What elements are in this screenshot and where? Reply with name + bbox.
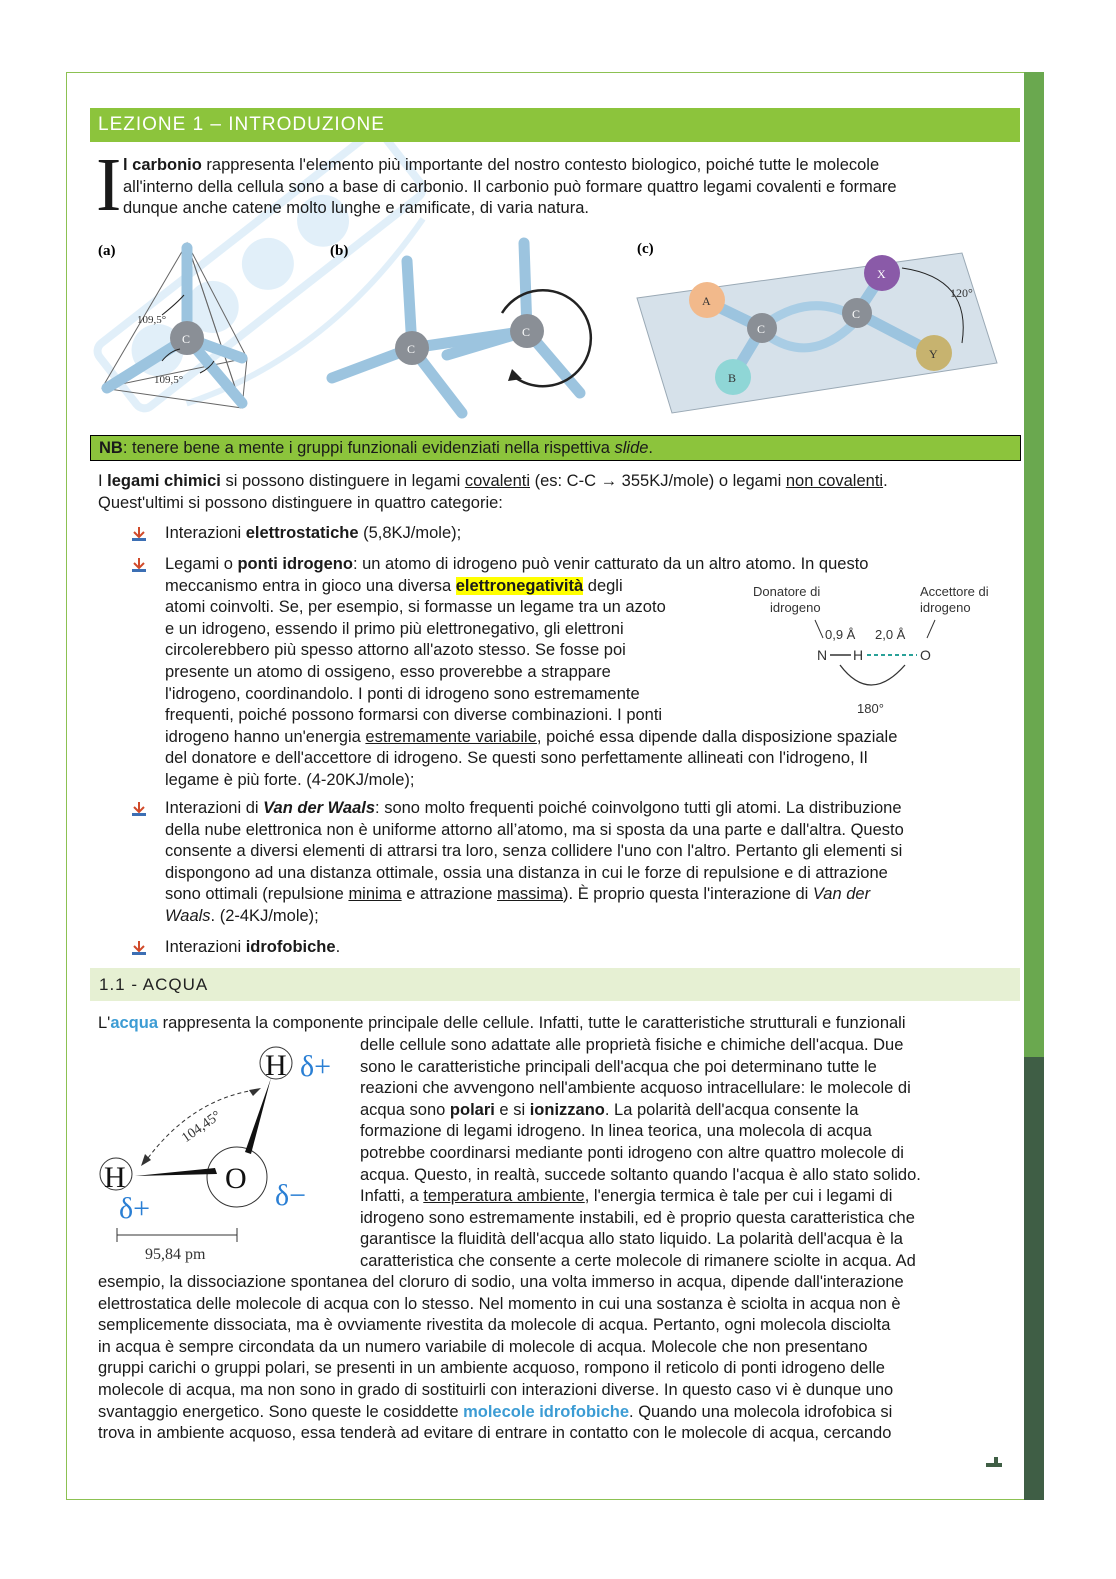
- svg-text:H: H: [265, 1049, 287, 1082]
- bullet-icon: [130, 801, 148, 819]
- bullet-hydrophobic: Interazioni idrofobiche.: [165, 938, 341, 956]
- section-heading: LEZIONE 1 – INTRODUZIONE: [90, 108, 1020, 142]
- svg-text:0,9 Å: 0,9 Å: [825, 627, 856, 642]
- svg-text:δ+: δ+: [300, 1050, 332, 1083]
- svg-text:C: C: [522, 325, 531, 339]
- svg-text:180°: 180°: [857, 701, 884, 716]
- svg-text:H: H: [104, 1161, 126, 1194]
- svg-text:δ+: δ+: [119, 1192, 151, 1225]
- hydrogen-bond-figure: [745, 580, 1015, 720]
- side-accent-bar-dark: [1024, 1057, 1044, 1500]
- svg-text:N: N: [817, 647, 828, 663]
- bond-angle-label: 120°: [950, 286, 973, 300]
- svg-text:2,0 Å: 2,0 Å: [875, 627, 906, 642]
- water-paragraph-wrapped: delle cellule sono adattate alle proprietà fisiche e chimiche dell'acqua. Due sono le caratteristiche principali dell'acqua che poi determinano tutte le reazioni che avvengono nell'ambiente acquoso intracellulare: le molecole di acqua sono polari e si ionizzano. La polarità dell'acqua consente la formazione di legami idrogeno. In linea teorica, una molecola di acqua potrebbe coordinarsi mediante ponti idrogeno con altre quattro molecole di acqua. Questo, in realtà, succede soltanto quando l'acqua è allo stato solido. Infatti, a temperatura ambiente, l'energia termica è tale per cui i legami di idrogeno sono estremamente instabili, ed è proprio questa caratteristica che garantisce la fluidità dell'acqua allo stato liquido. La polarità dell'acqua è la caratteristica che consente a certe molecole di rimanere sciolte in acqua. Ad: [360, 1036, 921, 1270]
- svg-text:idrogeno: idrogeno: [920, 600, 971, 615]
- bullet-electrostatic: Interazioni elettrostatiche (5,8KJ/mole);: [165, 524, 462, 542]
- bullet-hydrogen-bonds: Legami o ponti idrogeno: un atomo di idrogeno può venir catturato da un altro atomo. In questo meccanismo entra in gioco una diversa elettronegatività degli atomi coinvolti. Se, per esempio, si formasse un legame tra un azoto e un idrogeno, essendo il primo più elettronegativo, gli elettroni circolerebbero più spesso attorno all'azoto stesso. Se fosse poi presente un atomo di ossigeno, esso proverebbe a strappare l'idrogeno, coordinandolo. I ponti di idrogeno sono estremamente frequenti, poiché possono formarsi con diverse combinazioni. I ponti idrogeno hanno un'energia estremamente variabile, poiché essa dipende dalla disposizione spaziale del donatore e dell'accettore di idrogeno. Se questi sono perfettamente allineati con l'idrogeno, Il legame è più forte. (4-20KJ/mole);: [165, 555, 898, 789]
- svg-text:C: C: [852, 307, 861, 321]
- water-molecule-figure: [95, 1040, 355, 1270]
- bullet-van-der-waals: Interazioni di Van der Waals: sono molto frequenti poiché coinvolgono tutti gli atomi. La distribuzione della nube elettronica non è uniforme attorno all’atomo, ma si sposta da una parte e dall'altra. Questo consente a diversi elementi di attrarsi tra loro, senza collidere l'uno con l'altro. Pertanto gli elementi si dispongono ad una distanza ottimale, ossia una distanza in cui le forze di repulsione e di attrazione sono ottimali (repulsione minima e attrazione massima). È proprio questa l'interazione di Van der Waals. (2-4KJ/mole);: [165, 799, 904, 925]
- note-box: NB: tenere bene a mente i gruppi funzionali evidenziati nella rispettiva slide.: [90, 435, 1021, 461]
- svg-text:B: B: [728, 371, 737, 385]
- svg-text:Y: Y: [929, 347, 938, 361]
- water-paragraph-full: esempio, la dissociazione spontanea del cloruro di sodio, una volta immerso in acqua, dipende dall'interazione elettrostatica delle molecole di acqua con lo stesso. Nel momento in cui una sostanza è sciolta in acqua non è semplicemente dissociata, ma è ovviamente rivestita da molecole di acqua. Pertanto, ogni molecola disciolta in acqua è sempre circondata da un numero variabile di molecole di acqua. Molecole che non presentano gruppi carichi o gruppi polari, se presenti in un ambiente acquoso, rompono il reticolo di ponti idrogeno delle molecole di acqua, ma non sono in grado di sostituirli con interazioni diverse. In questo caso vi è dunque uno svantaggio energetico. Sono queste le cosiddette molecole idrofobiche. Quando una molecola idrofobica si trova in ambiente acquoso, essa tenderà ad evitare di entrare in contatto con le molecole di acqua, cercando: [98, 1273, 904, 1443]
- bonds-paragraph: I legami chimici si possono distinguere in legami covalenti (es: C-C → 355KJ/mole) o legami non covalenti. Quest'ultimi si possono distinguere in quattro categorie:: [98, 472, 888, 512]
- side-accent-bar: [1024, 72, 1044, 1057]
- drop-cap: I: [96, 143, 122, 227]
- bond-angle-label: 109,5°: [154, 374, 184, 386]
- figure-label-a: (a): [98, 243, 116, 259]
- bond-length-label: 95,84 pm: [145, 1246, 206, 1263]
- page-number-icon: [984, 1455, 1004, 1469]
- bullet-icon: [130, 557, 148, 575]
- svg-text:X: X: [877, 267, 886, 281]
- figure-label-c: (c): [637, 241, 654, 257]
- svg-text:O: O: [920, 647, 931, 663]
- svg-text:O: O: [225, 1162, 247, 1195]
- svg-text:idrogeno: idrogeno: [770, 600, 821, 615]
- svg-text:δ−: δ−: [275, 1179, 307, 1212]
- figure-label-b: (b): [330, 243, 349, 259]
- svg-text:Accettore di: Accettore di: [920, 584, 989, 599]
- svg-text:A: A: [702, 294, 711, 308]
- water-paragraph-first-line: L'acqua rappresenta la componente principale delle cellule. Infatti, tutte le caratteristiche strutturali e funzionali: [98, 1014, 906, 1032]
- bullet-icon: [130, 940, 148, 958]
- carbon-geometry-figure: [92, 233, 1012, 428]
- bond-angle-label: 104,45°: [179, 1108, 225, 1146]
- svg-text:Donatore di: Donatore di: [753, 584, 821, 599]
- bond-angle-label: 109,5°: [137, 314, 167, 326]
- svg-text:C: C: [407, 342, 416, 356]
- svg-text:C: C: [757, 322, 766, 336]
- intro-paragraph: l carbonio rappresenta l'elemento più importante del nostro contesto biologico, poiché tutte le molecole all'interno della cellula sono a base di carbonio. Il carbonio può formare quattro legami covalenti e formare dunque anche catene molto lunghe e ramificate, di varia natura.: [123, 156, 897, 218]
- svg-text:C: C: [182, 332, 191, 346]
- svg-text:H: H: [853, 647, 864, 663]
- bullet-icon: [130, 526, 148, 544]
- subsection-heading: 1.1 - ACQUA: [90, 968, 1020, 1001]
